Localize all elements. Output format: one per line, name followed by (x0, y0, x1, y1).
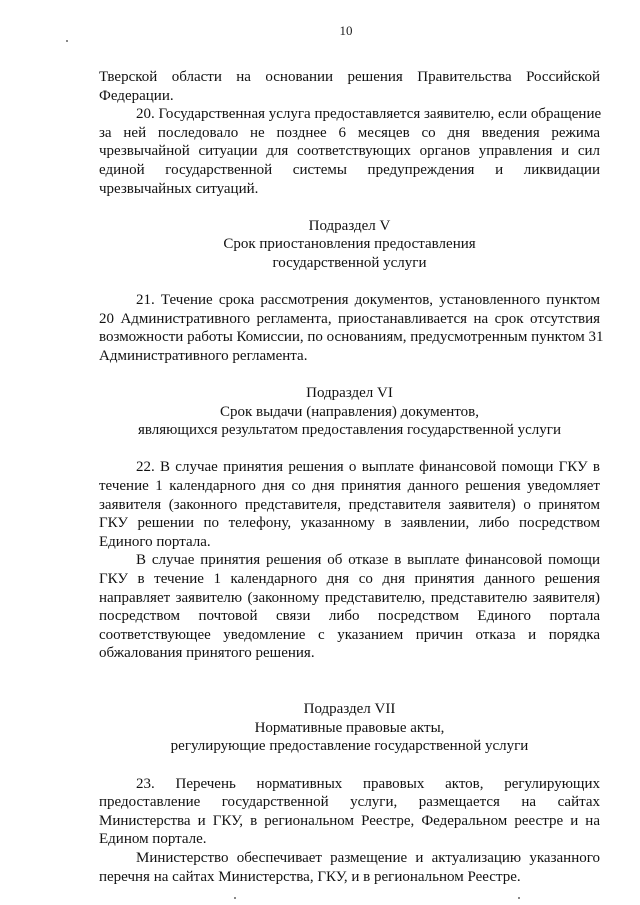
page-number: 10 (339, 23, 353, 38)
paragraph (99, 105, 600, 198)
spacer (99, 440, 600, 459)
text-line: чрезвычайной ситуации для соответствующих органов управления и сил (99, 143, 600, 160)
heading-title-line: являющихся результатом предоставления государственной услуги (138, 422, 561, 439)
text-line: 23. Перечень нормативных правовых актов, регулирующих (136, 775, 600, 792)
heading-title-line: регулирующие предоставление государственной услуги (170, 738, 529, 755)
spacer (99, 198, 600, 217)
text-line: Министерство обеспечивает размещение и актуализацию указанного (136, 849, 600, 866)
scan-speck (518, 897, 520, 899)
heading-title-line: Срок приостановления предоставления (223, 236, 476, 253)
text-line: перечня на сайтах Министерства, ГКУ, и в региональном Реестре. (99, 868, 521, 885)
heading-title-line: Нормативные правовые акты, (254, 719, 445, 736)
paragraph (99, 458, 600, 551)
heading-number: Подраздел V (308, 217, 391, 234)
text-line: 20. Государственная услуга предоставляется заявителю, если обращение (136, 106, 602, 123)
text-line: обжалования принятого решения. (99, 645, 315, 662)
spacer (99, 663, 600, 700)
scan-speck (66, 40, 68, 42)
text-line: Едином портале. (99, 831, 207, 848)
text-line: единой государственной системы предупреждения и ликвидации (99, 161, 600, 178)
paragraph (99, 849, 600, 886)
text-line: посредством почтовой связи либо посредством Единого портала (99, 608, 600, 625)
text-line: возможности работы Комиссии, по основаниям, предусмотренным пунктом 31 (99, 329, 604, 346)
text-line: 22. В случае принятия решения о выплате финансовой помощи ГКУ в (136, 459, 600, 476)
text-line: 20 Административного регламента, приостанавливается на срок отсутствия (99, 310, 600, 327)
spacer (99, 273, 600, 292)
text-line: Единого портала. (99, 533, 211, 550)
text-line: 21. Течение срока рассмотрения документов, установленного пунктом (136, 292, 600, 309)
text-line: В случае принятия решения об отказе в выплате финансовой помощи (136, 552, 600, 569)
text-line: соответствующее уведомление с указанием причин отказа и порядка (99, 626, 600, 643)
text-line: Федерации. (99, 87, 174, 104)
text-line: ГКУ в течение 1 календарного дня со дня принятия данного решения (99, 571, 600, 588)
section-heading (99, 217, 600, 273)
text-line: ГКУ решении по телефону, указанному в заявлении, либо посредством (99, 515, 600, 532)
text-line: предоставление государственной услуги, размещается на сайтах (99, 794, 600, 811)
heading-title-line: Срок выдачи (направления) документов, (220, 403, 479, 420)
text-line: заявителя (законного представителя, представителя заявителя) о принятом (99, 496, 600, 513)
text-line: за ней последовало не позднее 6 месяцев со дня введения режима (99, 124, 600, 141)
paragraph (99, 551, 600, 663)
text-line: направляет заявителю (законному представителю, представителю заявителя) (99, 589, 600, 606)
spacer (99, 756, 600, 775)
section-heading (99, 384, 600, 440)
text-line: Министерства и ГКУ, в региональном Реестре, Федеральном реестре и на (99, 812, 600, 829)
paragraph (99, 68, 600, 105)
paragraph (99, 775, 600, 849)
text-line: Административного регламента. (99, 347, 308, 364)
heading-title-line: государственной услуги (272, 254, 427, 271)
heading-number: Подраздел VI (306, 385, 393, 402)
spacer (99, 366, 600, 385)
paragraph (99, 291, 604, 365)
text-line: течение 1 календарного дня со дня принятия данного решения уведомляет (99, 478, 600, 495)
scan-speck (234, 897, 236, 899)
heading-number: Подраздел VII (303, 701, 396, 718)
text-line: Тверской области на основании решения Правительства Российской (99, 69, 600, 85)
document-body (99, 68, 604, 886)
text-line: чрезвычайных ситуаций. (99, 180, 259, 197)
section-heading (99, 700, 600, 756)
